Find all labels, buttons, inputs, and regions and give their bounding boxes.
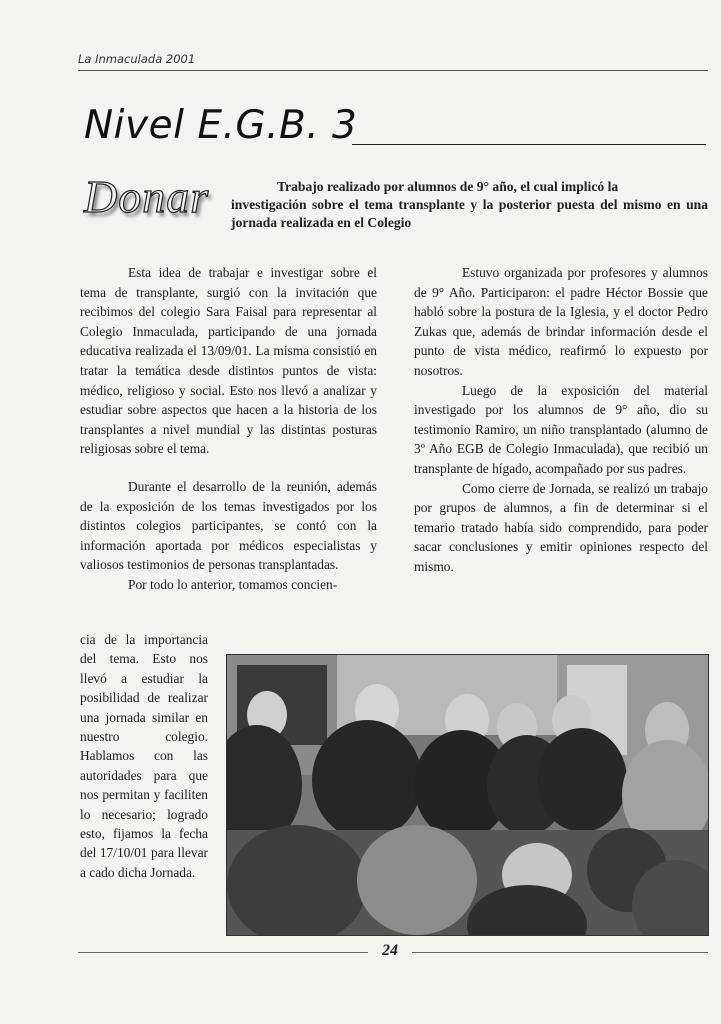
narrow-column: cia de la importancia del tema. Esto nos llevó a estudiar la posibilidad de realizar una jornada similar en nuestro colegio. Hablamos con las autoridades para que nos permitan y faciliten lo necesario; logrado esto, fijamos la fecha del 17/10/01 para llevar a cado dicha Jornada. [80, 632, 208, 880]
right-column [414, 263, 708, 577]
right-paragraph-2: Luego de la exposición del material investigado por los alumnos de 9° año, dio su testimonio Ramiro, un niño transplantado (alumno de 3º Año EGB de Colegio Inmaculada), que recibió un transplante de hígado, acompañado por sus padres. [414, 382, 708, 476]
article-title: Donar [84, 171, 210, 222]
page-number: 24 [382, 942, 398, 959]
article-intro [231, 178, 708, 232]
students-photo [226, 654, 709, 936]
header-rule [78, 70, 708, 71]
footer-rule-left [78, 952, 368, 953]
left-column [80, 263, 377, 595]
footer-rule-right [412, 952, 708, 953]
section-title: Nivel E.G.B. 3 [84, 103, 358, 148]
section-title-rule [352, 144, 706, 145]
left-paragraph-2: Durante el desarrollo de la reunión, además de la exposición de los temas investigados por los distintos colegios participantes, se contó con la información aportada por médicos especialistas y valiosos testimonios de personas transplantadas. [80, 478, 377, 573]
right-paragraph-1: Estuvo organizada por profesores y alumnos de 9° Año. Participaron: el padre Héctor Bossie que habló sobre la postura de la Iglesia, y el doctor Pedro Zukas que, además de brindar información desde el punto de vista médico, reafirmó lo expuesto por nosotros. [414, 265, 708, 378]
left-paragraph-3-lead: Por todo lo anterior, tomamos concien- [128, 576, 338, 592]
left-paragraph-1: Esta idea de trabajar e investigar sobre el tema de transplante, surgió con la invitación que recibimos del colegio Sara Faisal para representar al Colegio Inmaculada, participando de una jornada educativa realizada el 13/09/01. La misma consistió en tratar la temática desde distintos puntos de vista: médico, religioso y social. Esto nos llevó a analizar y estudiar sobre aspectos que hacen a la historia de los transplantes a nivel mundial y las distintas posturas religiosas sobre el tema. [80, 265, 377, 457]
running-header: La Inmaculada 2001 [78, 52, 196, 66]
photo-illustration [227, 655, 708, 935]
right-paragraph-3: Como cierre de Jornada, se realizó un trabajo por grupos de alumnos, a fin de determinar si el temario tratado había sido comprendido, para poder sacar conclusiones y emitir opiniones respecto del mismo. [414, 480, 708, 574]
intro-line-1: Trabajo realizado por alumnos de 9° año, el cual implicó la [277, 179, 619, 194]
intro-rest: investigación sobre el tema transplante y la posterior puesta del mismo en una jornada realizada en el Colegio [231, 197, 708, 230]
